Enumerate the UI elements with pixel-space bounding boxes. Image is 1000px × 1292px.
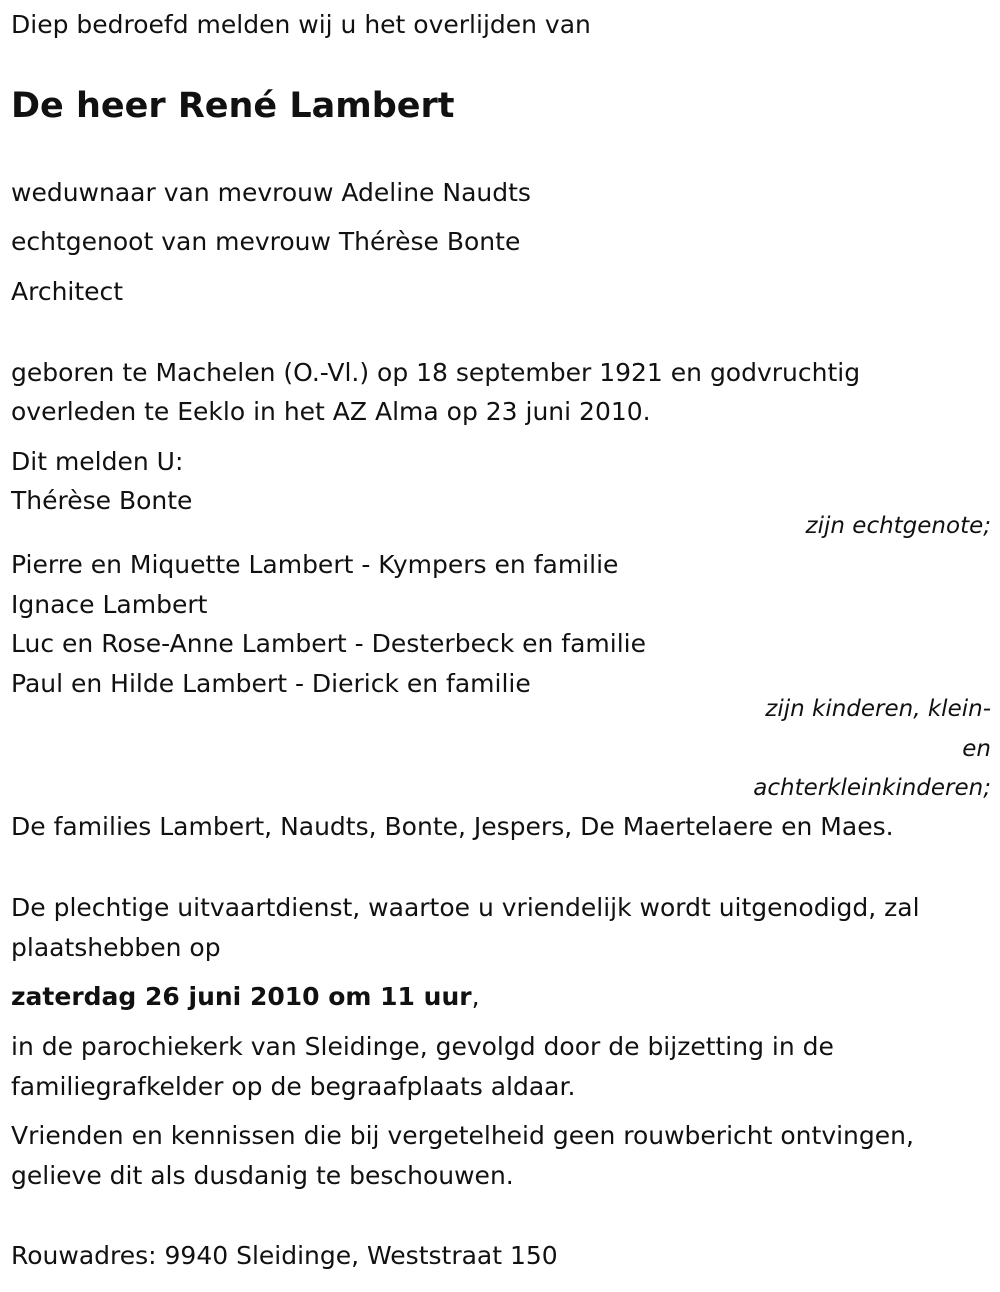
announcers-label: Dit melden U: — [11, 447, 184, 476]
service-date: zaterdag 26 juni 2010 om 11 uur — [11, 982, 472, 1011]
families-line: De families Lambert, Naudts, Bonte, Jespers, De Maertelaere en Maes. — [11, 812, 894, 841]
children-role-line: zijn kinderen, klein- — [765, 696, 991, 722]
intro-text: Diep bedroefd melden wij u het overlijden van — [11, 10, 591, 39]
birth-line-1: geboren te Machelen (O.-Vl.) op 18 september 1921 en godvruchtig — [11, 358, 861, 387]
notice-line-1: Vrienden en kennissen die bij vergetelheid geen rouwbericht ontvingen, — [11, 1121, 914, 1150]
child-line: Ignace Lambert — [11, 590, 208, 619]
notice-line-2: gelieve dit als dusdanig te beschouwen. — [11, 1161, 514, 1190]
spouse-role: zijn echtgenote; — [805, 513, 991, 539]
church-line-2: familiegrafkelder op de begraafplaats aldaar. — [11, 1072, 576, 1101]
service-line-1: De plechtige uitvaartdienst, waartoe u vriendelijk wordt uitgenodigd, zal — [11, 893, 920, 922]
child-line: Paul en Hilde Lambert - Dierick en familie — [11, 669, 531, 698]
profession-line: Architect — [11, 277, 124, 306]
church-line-1: in de parochiekerk van Sleidinge, gevolgd door de bijzetting in de — [11, 1032, 834, 1061]
child-line: Luc en Rose-Anne Lambert - Desterbeck en familie — [11, 629, 646, 658]
service-date-suffix: , — [471, 982, 480, 1011]
child-line: Pierre en Miquette Lambert - Kympers en familie — [11, 550, 619, 579]
birth-line-2: overleden te Eeklo in het AZ Alma op 23 juni 2010. — [11, 397, 651, 426]
widower-line: weduwnaar van mevrouw Adeline Naudts — [11, 178, 531, 207]
mourning-address: Rouwadres: 9940 Sleidinge, Weststraat 150 — [11, 1241, 558, 1270]
service-date-line — [11, 977, 480, 1017]
service-line-2: plaatshebben op — [11, 933, 221, 962]
children-role-line: en — [962, 736, 991, 762]
spouse-name: Thérèse Bonte — [11, 486, 193, 515]
deceased-name: De heer René Lambert — [11, 86, 455, 126]
children-role-line: achterkleinkinderen; — [753, 775, 991, 801]
spouse-line: echtgenoot van mevrouw Thérèse Bonte — [11, 227, 521, 256]
